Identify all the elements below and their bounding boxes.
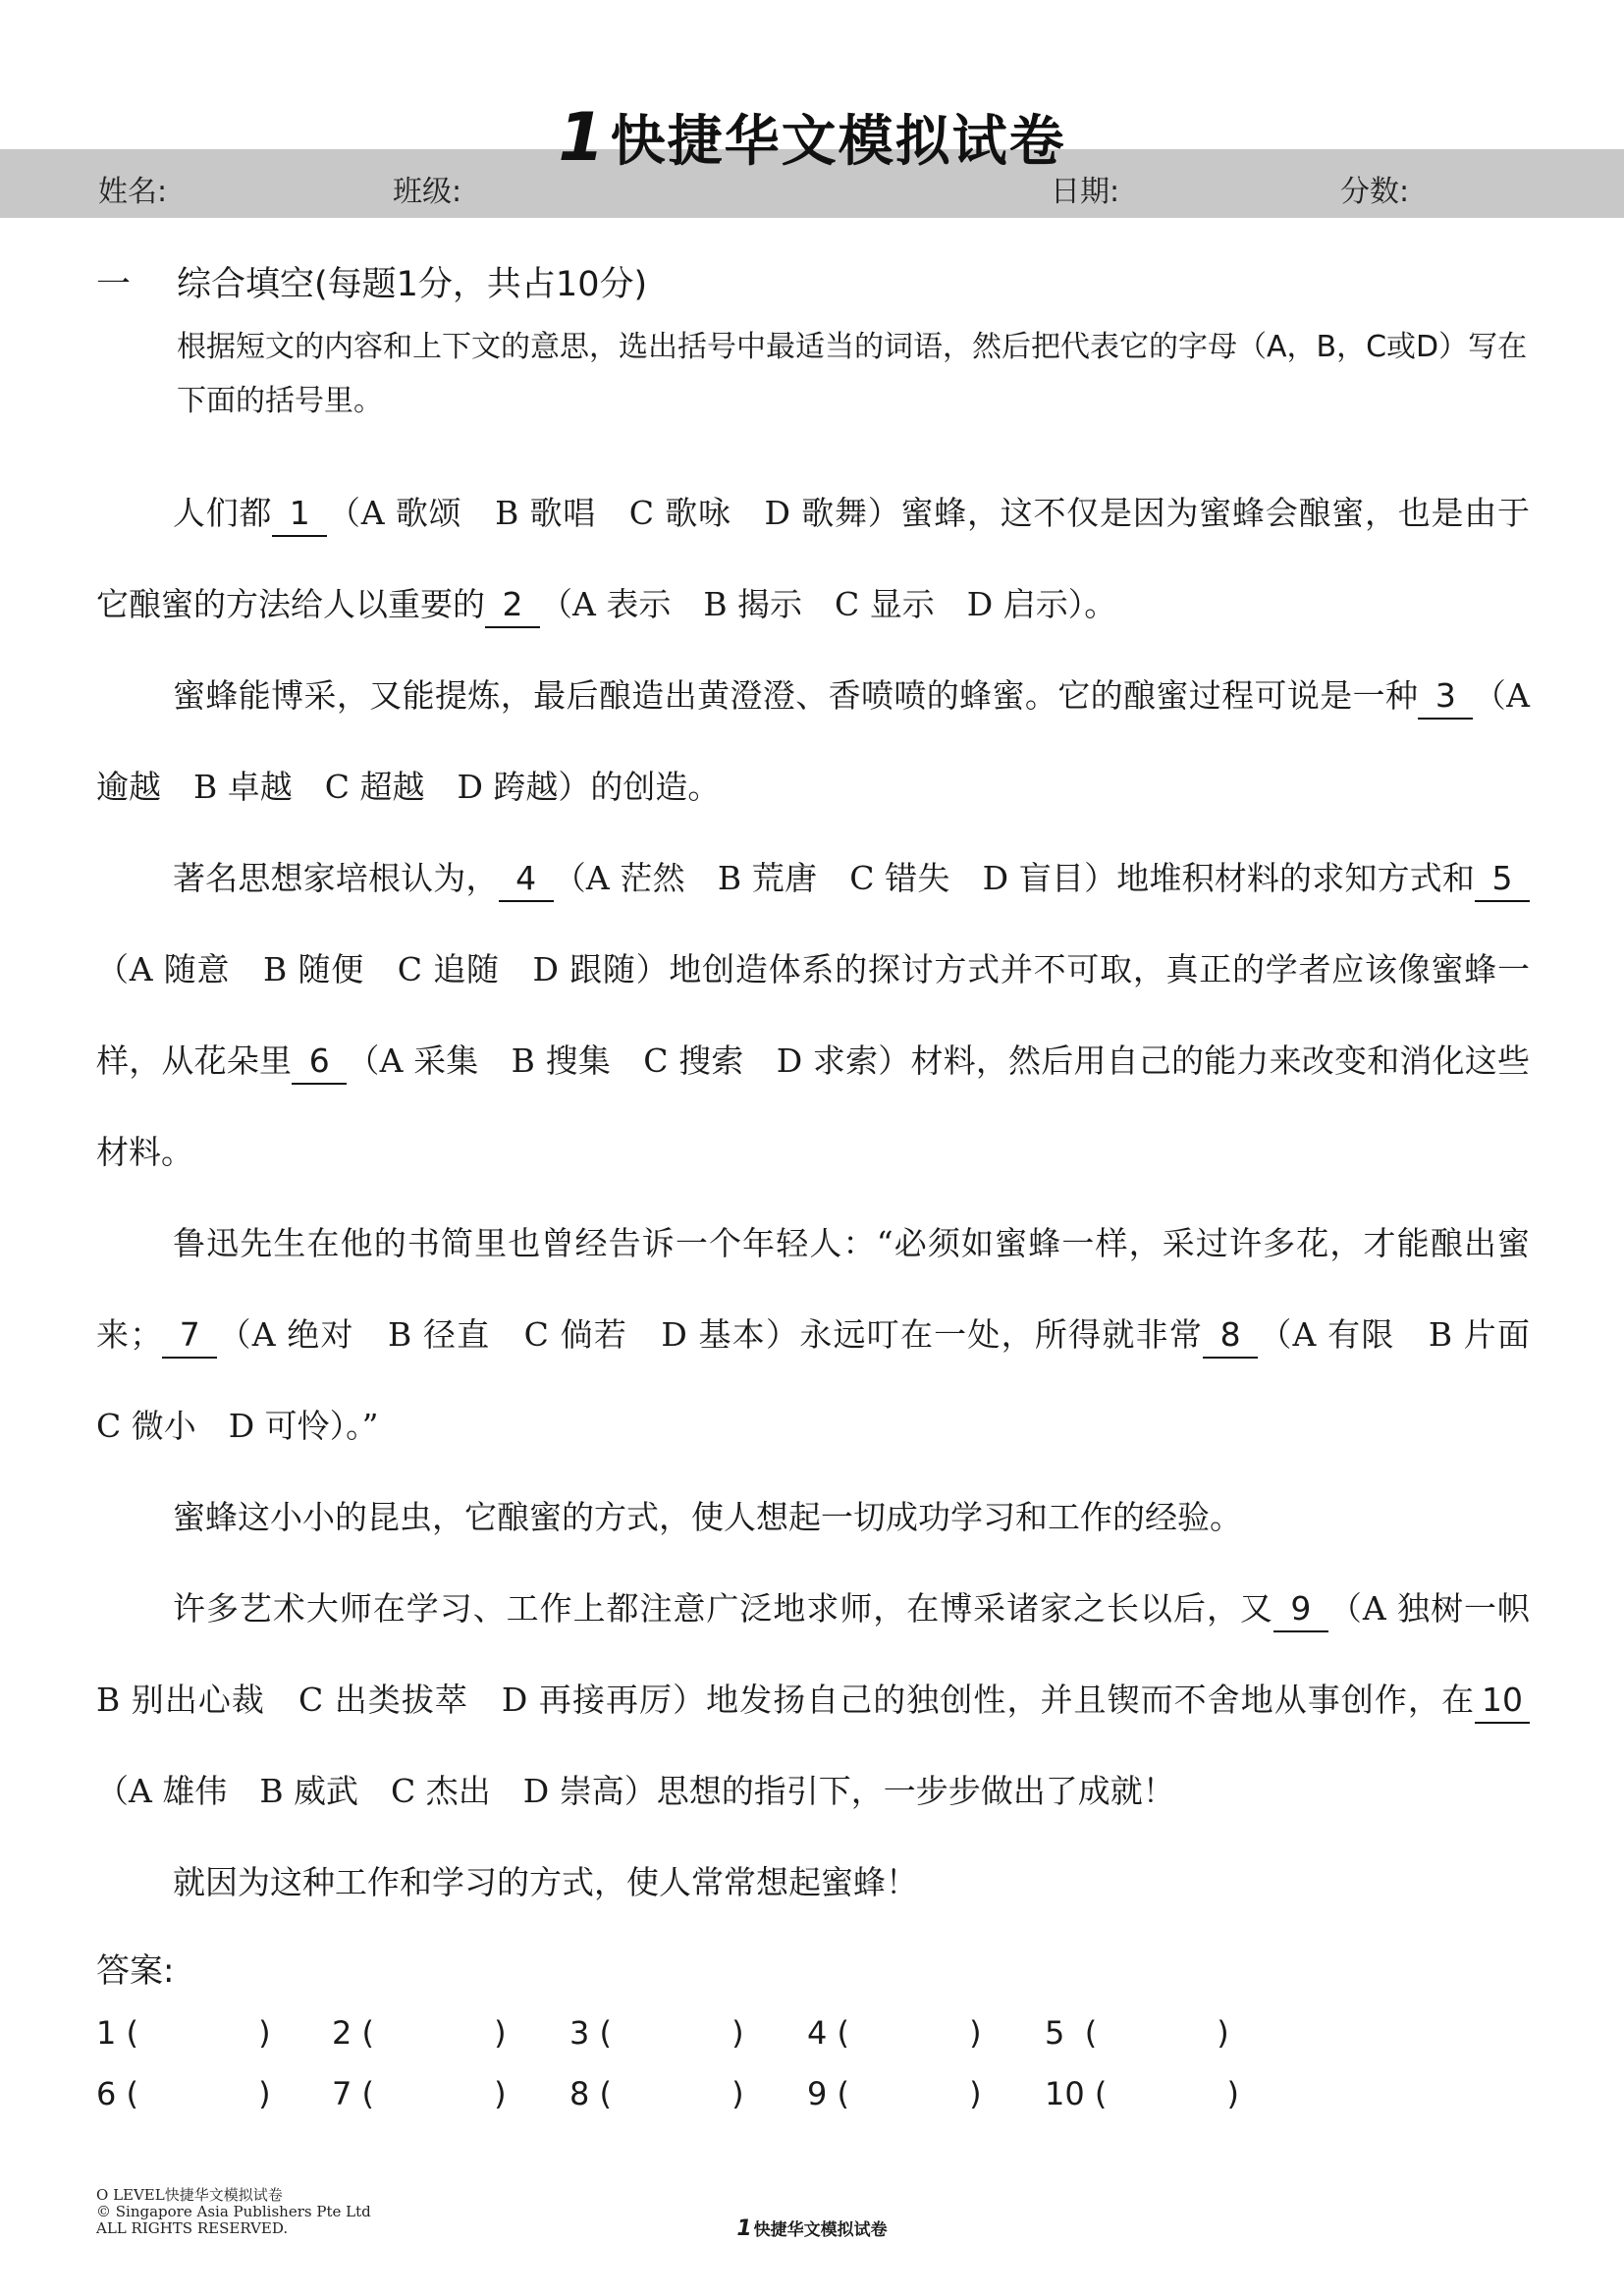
name-label: 姓名:: [98, 175, 168, 209]
passage-text: 著名思想家培根认为，: [173, 859, 499, 897]
blank-9: 9: [1273, 1587, 1328, 1632]
footer-book-title: O LEVEL快捷华文模拟试卷: [96, 2186, 283, 2204]
answer-slot-3[interactable]: 3 ( ): [569, 2014, 744, 2052]
passage-text: （A 随意 B 随便 C 追随 D 跟随）地创造体系的探讨方式并不可取，真正的学者应该像蜜蜂一样，从花朵里: [96, 950, 1530, 1080]
answer-slot-1[interactable]: 1 ( ): [96, 2014, 271, 2052]
passage-text: 蜜蜂这小小的昆虫，它酿蜜的方式，使人想起一切成功学习和工作的经验。: [173, 1498, 1242, 1536]
passage-text: 蜜蜂能博采，又能提炼，最后酿造出黄澄澄、香喷喷的蜂蜜。它的酿蜜过程可说是一种: [173, 676, 1419, 715]
answer-slot-10[interactable]: 10 ( ): [1045, 2075, 1239, 2112]
title-text: 快捷华文模拟试卷: [610, 110, 1066, 174]
answer-row: [96, 2075, 1373, 2136]
answer-slot-4[interactable]: 4 ( ): [807, 2014, 982, 2052]
passage-text: 许多艺术大师在学习、工作上都注意广泛地求师，在博采诸家之长以后，又: [173, 1589, 1273, 1628]
page-title: [0, 98, 1624, 177]
footer-title-number: 1: [736, 2216, 752, 2241]
passage-text: （A 采集 B 搜集 C 搜索 D 求索）材料，然后用自己的能力来改变和消化这些材料。: [96, 1041, 1531, 1171]
passage-paragraph: [96, 467, 1530, 650]
cloze-passage: [96, 467, 1563, 1928]
answer-slot-6[interactable]: 6 ( ): [96, 2075, 271, 2112]
section-title: 综合填空(每题1分，共占10分): [177, 265, 648, 304]
section-heading: [96, 257, 647, 306]
score-label: 分数:: [1340, 175, 1410, 209]
answer-slot-5[interactable]: 5 ( ): [1045, 2014, 1229, 2052]
blank-7: 7: [162, 1313, 217, 1359]
passage-text: （A 茫然 B 荒唐 C 错失 D 盲目）地堆积材料的求知方式和: [553, 859, 1476, 897]
blank-10: 10: [1475, 1679, 1530, 1724]
passage-text: （A 绝对 B 径直 C 倘若 D 基本）永远叮在一处，所得就非常: [217, 1315, 1204, 1354]
passage-paragraph: [96, 832, 1530, 1198]
answer-slot-7[interactable]: 7 ( ): [332, 2075, 507, 2112]
passage-text: 就因为这种工作和学习的方式，使人常常想起蜜蜂！: [173, 1863, 918, 1901]
class-label: 班级:: [393, 175, 462, 209]
footer-title: [0, 2216, 1624, 2241]
answer-slot-2[interactable]: 2 ( ): [332, 2014, 507, 2052]
footer-title-text: 快捷华文模拟试卷: [753, 2220, 888, 2240]
title-number: 1: [558, 99, 607, 177]
blank-2: 2: [485, 583, 540, 628]
blank-8: 8: [1203, 1313, 1258, 1359]
answer-row: [96, 2014, 1373, 2075]
blank-1: 1: [272, 492, 327, 537]
passage-text: （A 表示 B 揭示 C 显示 D 启示）。: [540, 585, 1117, 623]
blank-5: 5: [1475, 857, 1530, 902]
passage-text: （A 歌颂 B 歌唱 C 歌咏 D 歌舞）蜜蜂，这不仅是因为蜜蜂会酿蜜，也是由于它酿蜜的方法给人以重要的: [96, 494, 1530, 623]
passage-text: （A 逾越 B 卓越 C 超越 D 跨越）的创造。: [96, 676, 1530, 806]
answer-slot-8[interactable]: 8 ( ): [569, 2075, 744, 2112]
passage-text: （A 雄伟 B 威武 C 杰出 D 崇高）思想的指引下，一步步做出了成就！: [96, 1772, 1175, 1810]
section-number: 一: [96, 265, 132, 304]
passage-text: 鲁迅先生在他的书简里也曾经告诉一个年轻人：“必须如蜜蜂一样，采过许多花，才能酿出蜜来；: [96, 1224, 1530, 1354]
blank-6: 6: [292, 1040, 347, 1085]
passage-text: 人们都: [173, 494, 273, 532]
date-label: 日期:: [1051, 175, 1120, 209]
passage-text: （A 有限 B 片面 C 微小 D 可怜）。”: [96, 1315, 1563, 1445]
blank-3: 3: [1418, 674, 1473, 720]
passage-paragraph: [96, 1563, 1563, 1837]
answer-slot-9[interactable]: 9 ( ): [807, 2075, 982, 2112]
passage-paragraph: [96, 1837, 1530, 1928]
passage-paragraph: [96, 1198, 1563, 1471]
footer-publisher: © Singapore Asia Publishers Pte Ltd: [96, 2203, 371, 2220]
answers-title: 答案:: [96, 1951, 175, 1991]
passage-paragraph: [96, 650, 1530, 832]
answer-grid: [96, 2014, 1373, 2136]
passage-text: （A 独树一帜 B 别出心裁 C 出类拔萃 D 再接再厉）地发扬自己的独创性，并且锲而不舍地从事创作，在: [96, 1589, 1563, 1719]
passage-paragraph: [96, 1471, 1530, 1563]
section-instructions: 根据短文的内容和上下文的意思，选出括号中最适当的词语，然后把代表它的字母（A，B，C或D）写在下面的括号里。: [177, 330, 1528, 418]
blank-4: 4: [499, 857, 554, 902]
footer-rights: ALL RIGHTS RESERVED.: [96, 2219, 289, 2237]
